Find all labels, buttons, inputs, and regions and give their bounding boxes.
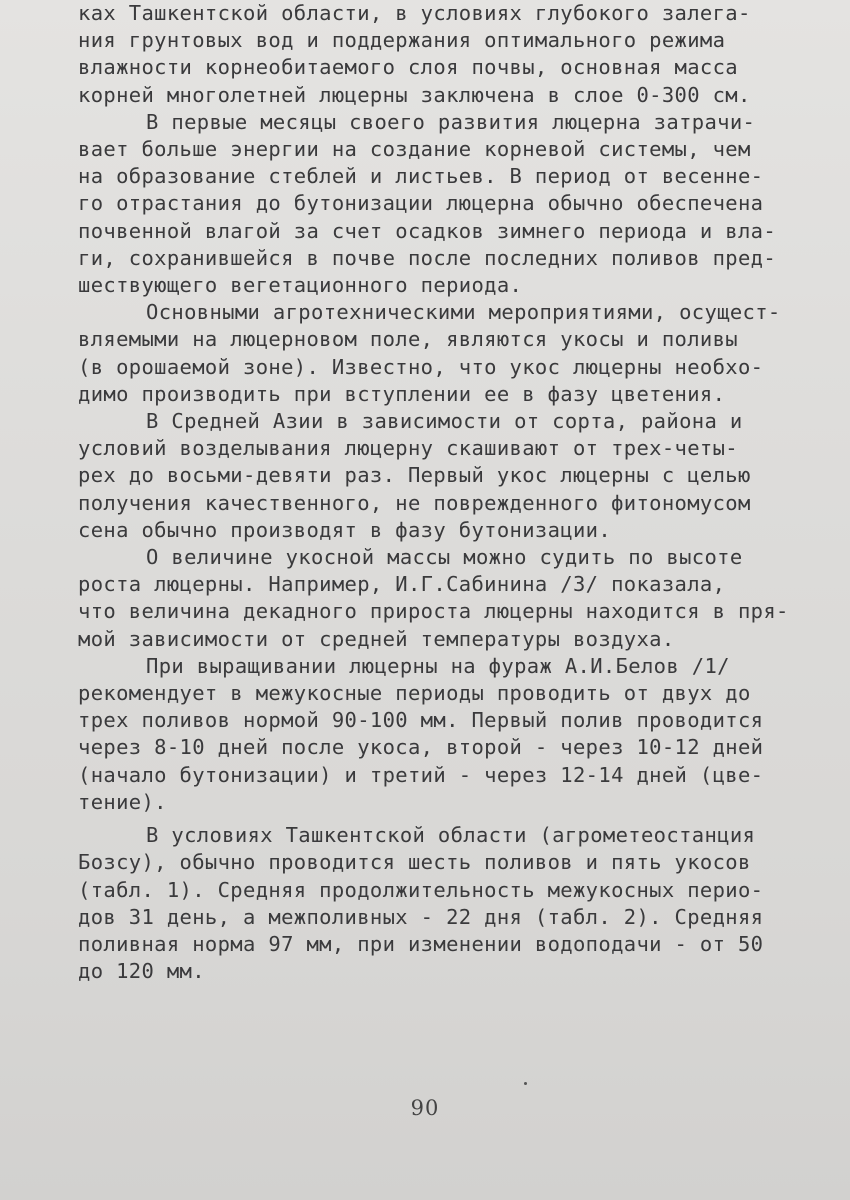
paragraph (78, 109, 818, 299)
text-line: ках Ташкентской области, в условиях глубокого залега- (78, 1, 751, 25)
text-line: (в орошаемой зоне). Известно, что укос люцерны необхо- (78, 354, 764, 379)
text-line: В условиях Ташкентской области (агрометеостанция (146, 823, 756, 848)
paragraph (78, 408, 818, 544)
text-line: В Средней Азии в зависимости от сорта, района и (146, 409, 743, 434)
text-line: (начало бутонизации) и третий - через 12-14 дней (цве- (78, 762, 764, 787)
text-line: вает больше энергии на создание корневой системы, чем (78, 137, 751, 162)
text-line: Основными агротехническими мероприятиями, осущест- (146, 300, 781, 325)
text-line: мой зависимости от средней температуры воздуха. (78, 626, 675, 651)
text-line: роста люцерны. Например, И.Г.Сабинина /3/ показала, (78, 572, 726, 597)
text-line: О величине укосной массы можно судить по высоте (146, 545, 743, 570)
text-line: ния грунтовых вод и поддержания оптимального режима (78, 28, 726, 53)
text-line: на образование стеблей и листьев. В период от весенне- (78, 164, 764, 189)
text-line: В первые месяцы своего развития люцерна затрачи- (146, 109, 756, 134)
text-line: корней многолетней люцерны заключена в слое 0-300 см. (78, 82, 751, 107)
page-number: 90 (410, 1096, 440, 1120)
text-line: поливная норма 97 мм, при изменении водоподачи - от 50 (78, 931, 764, 956)
text-line: димо производить при вступлении ее в фазу цветения. (78, 381, 726, 406)
text-line: вляемыми на люцерновом поле, являются укосы и поливы (78, 327, 738, 352)
text-line: дов 31 день, а межполивных - 22 дня (табл. 2). Средняя (78, 904, 764, 929)
text-line: го отрастания до бутонизации люцерна обычно обеспечена (78, 191, 764, 216)
text-line: условий возделывания люцерну скашивают от трех-четы- (78, 436, 738, 461)
text-line: (табл. 1). Средняя продолжительность межукосных перио- (78, 877, 764, 902)
text-line: Бозсу), обычно проводится шесть поливов и пять укосов (78, 850, 751, 875)
body-text (78, 0, 818, 985)
text-line: почвенной влагой за счет осадков зимнего периода и вла- (78, 218, 777, 243)
text-line: сена обычно производят в фазу бутонизации. (78, 517, 612, 542)
text-line: рекомендует в межукосные периоды проводить от двух до (78, 681, 751, 706)
paragraph (78, 653, 818, 816)
text-line: рех до восьми-девяти раз. Первый укос люцерны с целью (78, 463, 751, 488)
text-line: ги, сохранившейся в почве после последних поливов пред- (78, 245, 777, 270)
paragraph (78, 299, 818, 408)
text-line: что величина декадного прироста люцерны находится в пря- (78, 599, 789, 624)
text-line: тение). (78, 789, 167, 814)
paragraph (78, 544, 818, 653)
text-line: шествующего вегетационного периода. (78, 273, 523, 298)
text-line: через 8-10 дней после укоса, второй - через 10-12 дней (78, 735, 764, 760)
text-line: трех поливов нормой 90-100 мм. Первый полив проводится (78, 708, 764, 733)
text-line: При выращивании люцерны на фураж А.И.Белов /1/ (146, 653, 730, 678)
paragraph (78, 822, 818, 985)
text-line: получения качественного, не поврежденного фитономусом (78, 490, 751, 515)
text-line: до 120 мм. (78, 959, 205, 984)
paragraph (78, 0, 818, 109)
paper-speck (524, 1082, 527, 1085)
text-line: влажности корнеобитаемого слоя почвы, основная масса (78, 55, 738, 80)
